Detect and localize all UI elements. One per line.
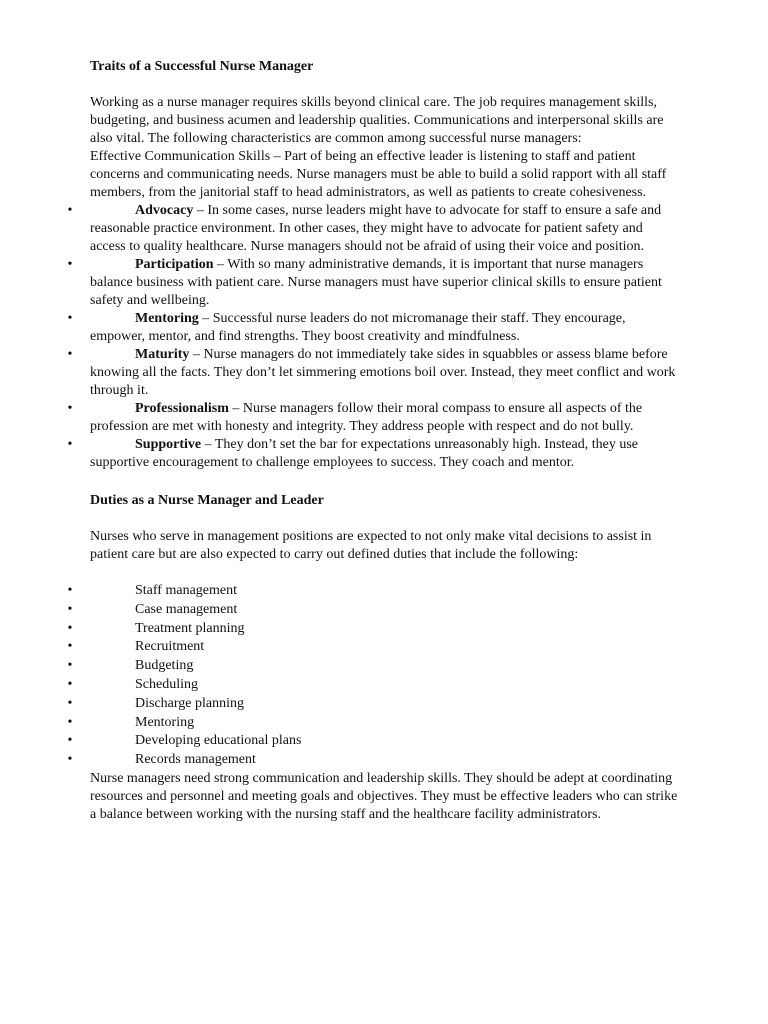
- list-item: [67, 657, 680, 676]
- bullet-icon: •: [67, 733, 73, 749]
- list-item: [67, 638, 680, 657]
- bullet-icon: •: [67, 695, 73, 711]
- list-item: [67, 601, 680, 620]
- trait-description: – They don’t set the bar for expectations unreasonably high. Instead, they use supportive encouragement to challenge employees to success. They coach and mentor.: [90, 437, 638, 470]
- duty-label: Records management: [135, 752, 256, 768]
- duty-label: Developing educational plans: [135, 733, 302, 749]
- bullet-icon: •: [67, 437, 73, 452]
- bullet-icon: •: [67, 639, 73, 655]
- document-page: [67, 58, 680, 824]
- list-item: [67, 400, 680, 436]
- trait-description: – In some cases, nurse leaders might have to advocate for staff to ensure a safe and reasonable practice environment. In other cases, they might have to advocate for patient safety and access to quality healthcare. Nurse managers should not be afraid of using their voice and position.: [90, 203, 662, 254]
- list-item: [67, 346, 680, 400]
- list-item: [67, 620, 680, 639]
- bullet-icon: •: [67, 658, 73, 674]
- closing-paragraph: Nurse managers need strong communication and leadership skills. They should be adept at coordinating resources and personnel and meeting goals and objectives. They must be effective leaders who can strike a balance between working with the nursing staff and the healthcare facility administrators.: [90, 770, 678, 822]
- bullet-icon: •: [67, 676, 73, 692]
- list-item: [67, 714, 680, 733]
- list-item: [67, 582, 680, 601]
- trait-name: Advocacy: [135, 203, 194, 218]
- traits-intro-paragraph: Working as a nurse manager requires skills beyond clinical care. The job requires management skills, budgeting, and business acumen and leadership qualities. Communications and interpersonal skills are also vital. The following characteristics are common among successful nurse managers:: [90, 95, 664, 146]
- list-item: [67, 732, 680, 751]
- trait-name: Mentoring: [135, 311, 199, 326]
- duty-label: Scheduling: [135, 676, 198, 692]
- duty-label: Budgeting: [135, 658, 194, 674]
- trait-name: Supportive: [135, 437, 202, 452]
- bullet-icon: •: [67, 347, 73, 362]
- duty-label: Case management: [135, 601, 238, 617]
- duty-label: Recruitment: [135, 639, 205, 655]
- bullet-icon: •: [67, 401, 73, 416]
- effective-communication-paragraph: Effective Communication Skills – Part of being an effective leader is listening to staff and patient concerns and communicating needs. Nurse managers must be able to build a solid rapport with all staff members, from the janitorial staff to head administrators, as well as patients to create cohesiveness.: [90, 149, 667, 200]
- bullet-icon: •: [67, 257, 73, 272]
- section-title-traits: Traits of a Successful Nurse Manager: [90, 59, 314, 74]
- bullet-icon: •: [67, 714, 73, 730]
- list-item: [67, 695, 680, 714]
- list-item: [67, 436, 680, 472]
- bullet-icon: •: [67, 752, 73, 768]
- duties-intro-paragraph: Nurses who serve in management positions are expected to not only make vital decisions to assist in patient care but are also expected to carry out defined duties that include the following:: [90, 529, 652, 562]
- bullet-icon: •: [67, 311, 73, 326]
- trait-name: Participation: [135, 257, 214, 272]
- duty-label: Treatment planning: [135, 620, 245, 636]
- bullet-icon: •: [67, 620, 73, 636]
- list-item: [67, 256, 680, 310]
- trait-description: – Nurse managers follow their moral compass to ensure all aspects of the profession are met with honesty and integrity. They address people with respect and do not bully.: [90, 401, 643, 434]
- trait-description: – Successful nurse leaders do not micromanage their staff. They encourage, empower, mentor, and find strengths. They boost creativity and mindfulness.: [90, 311, 626, 344]
- duty-label: Staff management: [135, 583, 237, 598]
- section-title-duties: Duties as a Nurse Manager and Leader: [90, 493, 324, 508]
- duty-label: Mentoring: [135, 714, 195, 730]
- duties-list: [67, 582, 680, 770]
- duty-label: Discharge planning: [135, 695, 244, 711]
- list-item: [67, 202, 680, 256]
- list-item: [67, 751, 680, 770]
- trait-description: – Nurse managers do not immediately take sides in squabbles or assess blame before knowing all the facts. They don’t let simmering emotions boil over. Instead, they meet conflict and work through it.: [90, 347, 676, 398]
- bullet-icon: •: [67, 601, 73, 617]
- traits-list: [67, 202, 680, 472]
- trait-description: – With so many administrative demands, it is important that nurse managers balance business with patient care. Nurse managers must have superior clinical skills to ensure patient safety and wellbeing.: [90, 257, 662, 308]
- trait-name: Professionalism: [135, 401, 229, 416]
- list-item: [67, 310, 680, 346]
- trait-name: Maturity: [135, 347, 190, 362]
- bullet-icon: •: [67, 203, 73, 218]
- list-item: [67, 676, 680, 695]
- bullet-icon: •: [67, 583, 73, 598]
